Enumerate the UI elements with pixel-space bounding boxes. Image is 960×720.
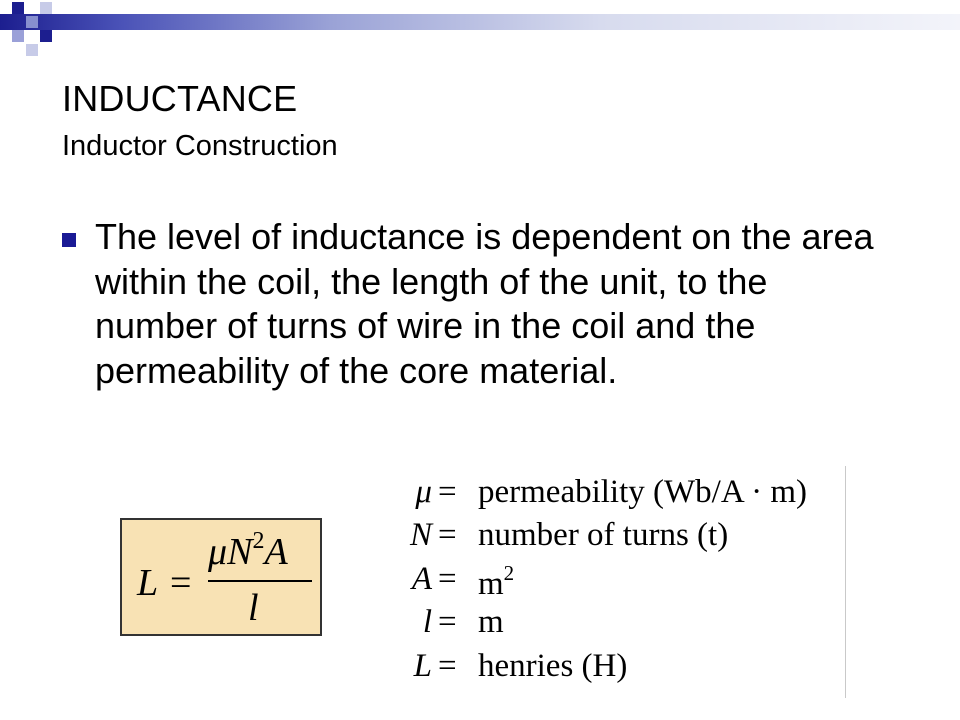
- definition-symbol: N: [409, 517, 432, 553]
- definition-text: number of turns (t): [478, 517, 729, 553]
- definition-symbol: μ: [415, 474, 432, 510]
- inductance-formula-box: [120, 518, 322, 636]
- formula-lhs: L: [137, 562, 159, 604]
- figure-edge-line: [845, 466, 846, 698]
- definition-symbol: l: [422, 604, 432, 640]
- formula-N: N: [227, 531, 253, 573]
- slide-title: INDUCTANCE: [62, 78, 298, 119]
- header-square-decoration: [40, 30, 52, 42]
- definition-text: m: [478, 604, 504, 640]
- definition-equals: =: [438, 648, 457, 684]
- header-square-decoration: [26, 16, 38, 28]
- definition-symbol: A: [411, 561, 432, 597]
- slide-subtitle: Inductor Construction: [62, 130, 338, 162]
- definition-text: henries (H): [478, 648, 628, 684]
- formula-A: A: [264, 531, 288, 573]
- header-square-decoration: [12, 2, 24, 14]
- definition-exponent: 2: [503, 561, 515, 585]
- definition-symbol: L: [413, 648, 432, 684]
- definition-text: permeability (Wb/A · m): [478, 474, 807, 510]
- bullet-square-icon: [62, 233, 76, 247]
- formula-numerator: [208, 528, 288, 574]
- header-square-decoration: [26, 44, 38, 56]
- formula-denominator: l: [248, 587, 259, 629]
- header-square-decoration: [40, 2, 52, 14]
- header-gradient-bar: [0, 14, 960, 30]
- formula-exponent: 2: [252, 528, 265, 554]
- definition-equals: =: [438, 474, 457, 510]
- definition-equals: =: [438, 604, 457, 640]
- definition-text: [478, 561, 514, 603]
- definition-unit: m: [478, 566, 504, 602]
- definition-equals: =: [438, 561, 457, 597]
- definition-equals: =: [438, 517, 457, 553]
- header-square-decoration: [12, 30, 24, 42]
- fraction-bar: [208, 580, 312, 582]
- formula-equals: =: [170, 562, 192, 604]
- bullet-text: The level of inductance is dependent on the area within the coil, the length of the unit, to the number of turns of wire in the coil and the permeability of the core material.: [95, 216, 874, 391]
- formula-mu: μ: [208, 531, 228, 573]
